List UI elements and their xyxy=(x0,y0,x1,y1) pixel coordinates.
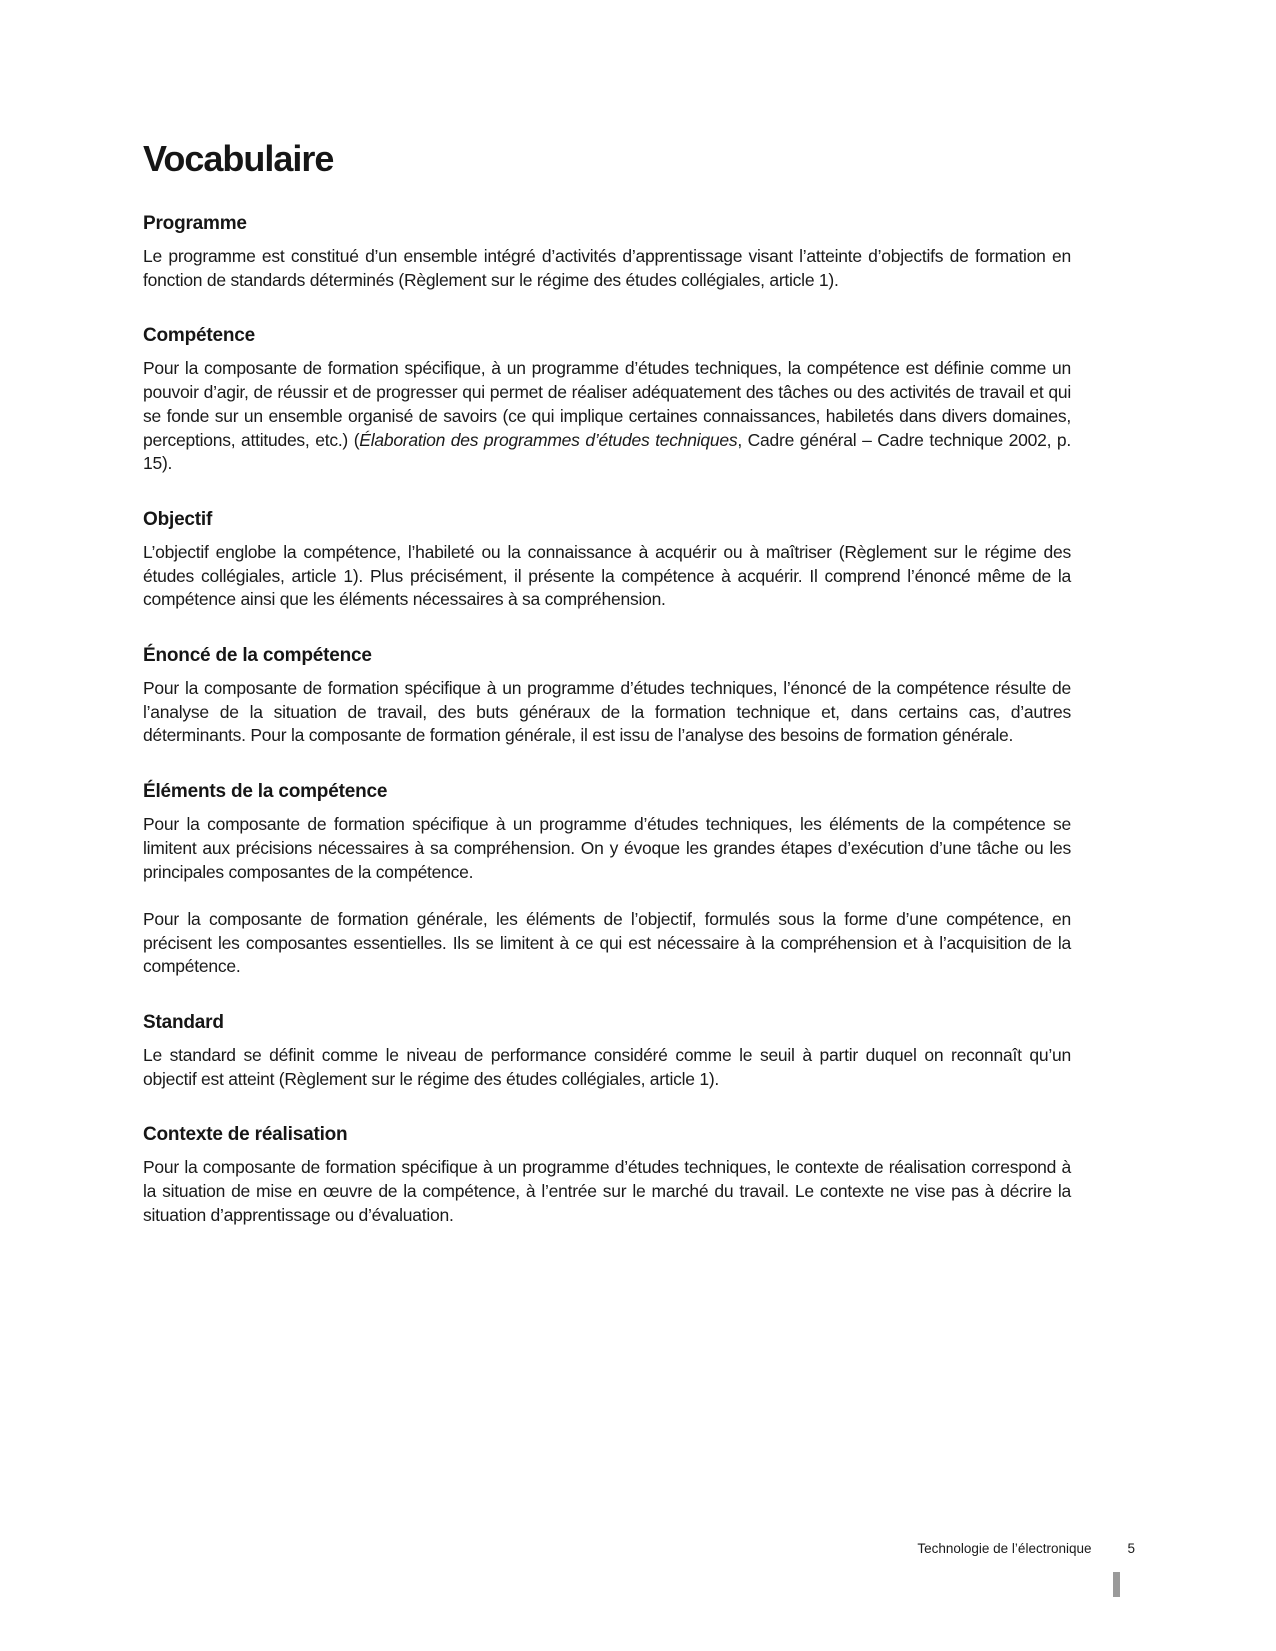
citation-title-italic: Élaboration des programmes d’études techniques xyxy=(359,429,738,450)
footer-document-label: Technologie de l’électronique xyxy=(917,1541,1092,1556)
section-paragraph: Pour la composante de formation spécifique à un programme d’études techniques, l’énoncé de la compétence résulte de l’analyse de la situation de travail, des buts généraux de la formation technique et, dans certains cas, d’autres déterminants. Pour la composante de formation générale, il est issu de l’analyse des besoins de formation générale. xyxy=(143,678,1071,746)
section-paragraph xyxy=(143,357,1071,476)
section-paragraph: Le standard se définit comme le niveau de performance considéré comme le seuil à partir duquel on reconnaît qu’un objectif est atteint (Règlement sur le régime des études collégiales, article 1). xyxy=(143,1045,1071,1089)
section-paragraph: Pour la composante de formation spécifique à un programme d’études techniques, les éléments de la compétence se limitent aux précisions nécessaires à sa compréhension. On y évoque les grandes étapes d’exécution d’une tâche ou les principales composantes de la compétence. xyxy=(143,814,1071,882)
section-heading-elements-de-la-competence: Éléments de la compétence xyxy=(143,781,388,803)
page-title: Vocabulaire xyxy=(143,138,334,179)
footer-gray-bar xyxy=(1113,1572,1120,1597)
section-heading-programme: Programme xyxy=(143,213,247,234)
section-heading-standard: Standard xyxy=(143,1012,224,1034)
section-paragraph: L’objectif englobe la compétence, l’habileté ou la connaissance à acquérir ou à maîtriser (Règlement sur le régime des études collégiales, article 1). Plus précisément, il présente la compétence à acquérir. Il comprend l’énoncé même de la compétence ainsi que les éléments nécessaires à sa compréhension. xyxy=(143,541,1071,610)
section-heading-enonce-de-la-competence: Énoncé de la compétence xyxy=(143,645,372,667)
section-paragraph: Pour la composante de formation générale, les éléments de l’objectif, formulés sous la forme d’une compétence, en précisent les composantes essentielles. Ils se limitent à ce qui est nécessaire à la compréhension et à l’acquisition de la compétence. xyxy=(143,908,1071,977)
section-heading-objectif: Objectif xyxy=(143,508,213,530)
page-footer xyxy=(0,1541,1135,1557)
section-paragraph: Le programme est constitué d’un ensemble intégré d’activités d’apprentissage visant l’atteinte d’objectifs de formation en fonction de standards déterminés (Règlement sur le régime des études collégiales, article 1). xyxy=(143,246,1071,290)
footer-page-number: 5 xyxy=(1127,1541,1135,1556)
paragraph-text: , Cadre général – Cadre technique 2002, p. 15). xyxy=(143,429,1072,474)
section-heading-contexte-de-realisation: Contexte de réalisation xyxy=(143,1124,348,1146)
section-paragraph: Pour la composante de formation spécifique à un programme d’études techniques, le contexte de réalisation correspond à la situation de mise en œuvre de la compétence, à l’entrée sur le marché du travail. Le contexte ne vise pas à décrire la situation d’apprentissage ou d’évaluation. xyxy=(143,1157,1071,1225)
section-heading-competence: Compétence xyxy=(143,325,256,347)
page-content xyxy=(143,138,1071,1228)
paragraph-text: Pour la composante de formation spécifique, à un programme d’études techniques, la compétence est définie comme un pouvoir d’agir, de réussir et de progresser qui permet de réaliser adéquatement des tâches ou des activités de travail et qui se fonde sur un ensemble organisé de savoirs (ce qui implique certaines connaissances, habiletés dans divers domaines, perceptions, attitudes, etc.) ( xyxy=(143,358,1071,450)
